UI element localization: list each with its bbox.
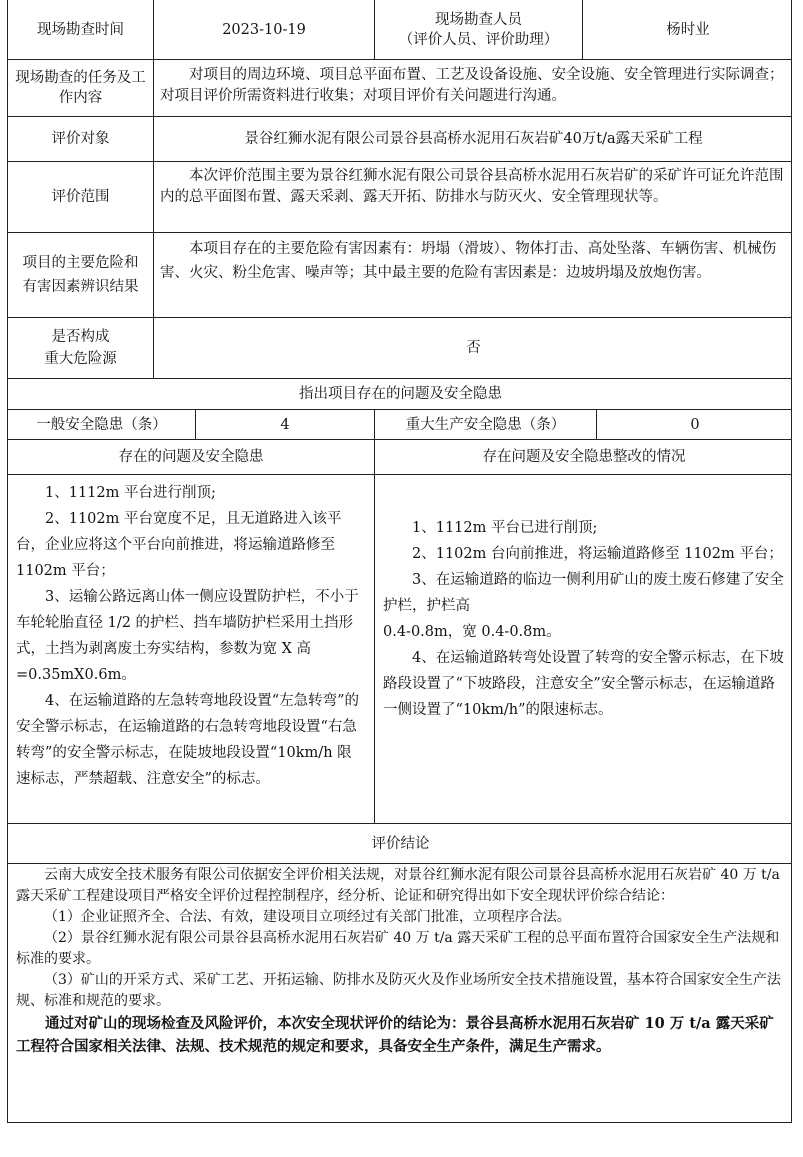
scope-label: 评价范围 [8, 162, 154, 232]
rectification-item: 4、在运输道路转弯处设置了转弯的安全警示标志，在下坡路段设置了“下坡路段，注意安全”安全警示标志，在运输道路一侧设置了“10km/h”的限速标志。 [383, 650, 784, 718]
conclusion-item-3: （3）矿山的开采方式、采矿工艺、开拓运输、防排水及防灭火及作业场所安全技术措施设置，基本符合国家安全生产法规、标准和规范的要求。 [16, 972, 781, 1009]
survey-staff-value: 杨时业 [666, 21, 710, 38]
issues-header-row [8, 379, 791, 410]
scope-text: 本次评价范围主要为景谷红狮水泥有限公司景谷县高桥水泥用石灰岩矿的采矿许可证允许范围内的总平面图布置、露天采剥、露天开拓、防排水与防灭火、安全管理现状等。 [160, 168, 784, 205]
hazards-content [154, 237, 793, 285]
major-hazard-value: 否 [466, 340, 481, 356]
major-hazard-label-line1: 是否构成 [51, 329, 110, 345]
hazards-label: 项目的主要危险和有害因素辨识结果 [8, 233, 154, 317]
survey-staff-label [375, 0, 583, 59]
conclusion-header: 评价结论 [371, 835, 430, 852]
survey-row [8, 0, 791, 60]
issues-header: 指出项目存在的问题及安全隐患 [299, 386, 502, 402]
evaluation-table [7, 0, 792, 1123]
conclusion-header-row [8, 824, 791, 864]
conclusion-intro: 云南大成安全技术服务有限公司依据安全评价相关法规，对景谷红狮水泥有限公司景谷县高桥水泥用石灰岩矿 40 万 t/a 露天采矿工程建设项目严格安全评价过程控制程序，经分析、论证和研究得出如下安全现状评价综合结论： [16, 867, 780, 904]
hazards-text: 本项目存在的主要危险有害因素有：坍塌（滑坡）、物体打击、高处坠落、车辆伤害、机械伤害、火灾、粉尘危害、噪声等；其中最主要的危险有害因素是：边坡坍塌及放炮伤害。 [160, 241, 777, 281]
object-text: 景谷红狮水泥有限公司景谷县高桥水泥用石灰岩矿40万t/a露天采矿工程 [244, 131, 703, 147]
survey-staff-label-line2: （评价人员、评价助理） [398, 31, 559, 48]
survey-staff-label-line1: 现场勘查人员 [435, 11, 522, 28]
problem-item: 3、运输公路远离山体一侧应设置防护栏，不小于车轮轮胎直径 1/2 的护栏、挡车墙防护栏采用土挡形式，土挡为剥离废土夯实结构，参数为宽 X 高=0.35mX0.6m。 [16, 589, 359, 683]
major-hazard-label-line2: 重大危险源 [44, 351, 117, 367]
task-row [8, 60, 791, 117]
major-hazard-row [8, 318, 791, 379]
task-content [154, 65, 793, 107]
survey-time-label: 现场勘查时间 [8, 0, 154, 59]
scope-content [154, 166, 793, 208]
rectification-item: 3、在运输道路的临边一侧利用矿山的废土废石修建了安全护栏，护栏高 [383, 572, 784, 614]
object-row [8, 117, 791, 162]
hazards-row [8, 233, 791, 318]
counts-row [8, 410, 791, 440]
general-hazard-label: 一般安全隐患（条） [8, 410, 196, 439]
columns-header-row [8, 440, 791, 475]
rectification-item: 0.4-0.8m，宽 0.4-0.8m。 [383, 624, 561, 640]
issues-body-row [8, 475, 791, 824]
conclusion-body [8, 864, 793, 1058]
problem-item: 1、1112m 平台进行削顶; [45, 485, 216, 501]
rectification-item: 1、1112m 平台已进行削顶; [412, 520, 598, 536]
rectifications-header: 存在问题及安全隐患整改的情况 [482, 449, 686, 465]
problems-list [8, 475, 375, 823]
conclusion-final: 通过对矿山的现场检查及风险评价，本次安全现状评价的结论为：景谷县高桥水泥用石灰岩矿 10 万 t/a 露天采矿工程符合国家相关法律、法规、技术规范的规定和要求，具备安全生产条件，满足生产需求。 [16, 1015, 774, 1055]
conclusion-item-1: （1）企业证照齐全、合法、有效，建设项目立项经过有关部门批准，立项程序合法。 [44, 909, 571, 925]
problems-header: 存在的问题及安全隐患 [8, 440, 375, 474]
task-label: 现场勘查的任务及工作内容 [8, 60, 154, 116]
conclusion-item-2: （2）景谷红狮水泥有限公司景谷县高桥水泥用石灰岩矿 40 万 t/a 露天采矿工程的总平面布置符合国家安全生产法规和标准的要求。 [16, 930, 780, 967]
survey-time-value: 2023-10-19 [154, 0, 375, 59]
problem-item: 4、在运输道路的左急转弯地段设置“左急转弯”的安全警示标志，在运输道路的右急转弯地段设置“右急转弯”的安全警示标志，在陡坡地段设置“10km/h 限速标志，严禁超载、注意安全”的标志。 [16, 693, 360, 787]
rectification-item: 2、1102m 台向前推进，将运输道路修至 1102m 平台； [412, 546, 783, 562]
scope-row [8, 162, 791, 233]
major-hazard-label [8, 318, 154, 378]
task-text: 对项目的周边环境、项目总平面布置、工艺及设备设施、安全设施、安全管理进行实际调查；对项目评价所需资料进行收集；对项目评价有关问题进行沟通。 [160, 67, 784, 104]
major-hazard-count-value: 0 [690, 416, 700, 433]
problem-item: 2、1102m 平台宽度不足，且无道路进入该平台，企业应将这个平台向前推进，将运输道路修至 1102m 平台； [16, 511, 342, 579]
major-hazard-count-label: 重大生产安全隐患（条） [375, 410, 597, 439]
object-label: 评价对象 [8, 117, 154, 161]
general-hazard-value: 4 [196, 410, 375, 439]
rectifications-list [375, 515, 793, 723]
